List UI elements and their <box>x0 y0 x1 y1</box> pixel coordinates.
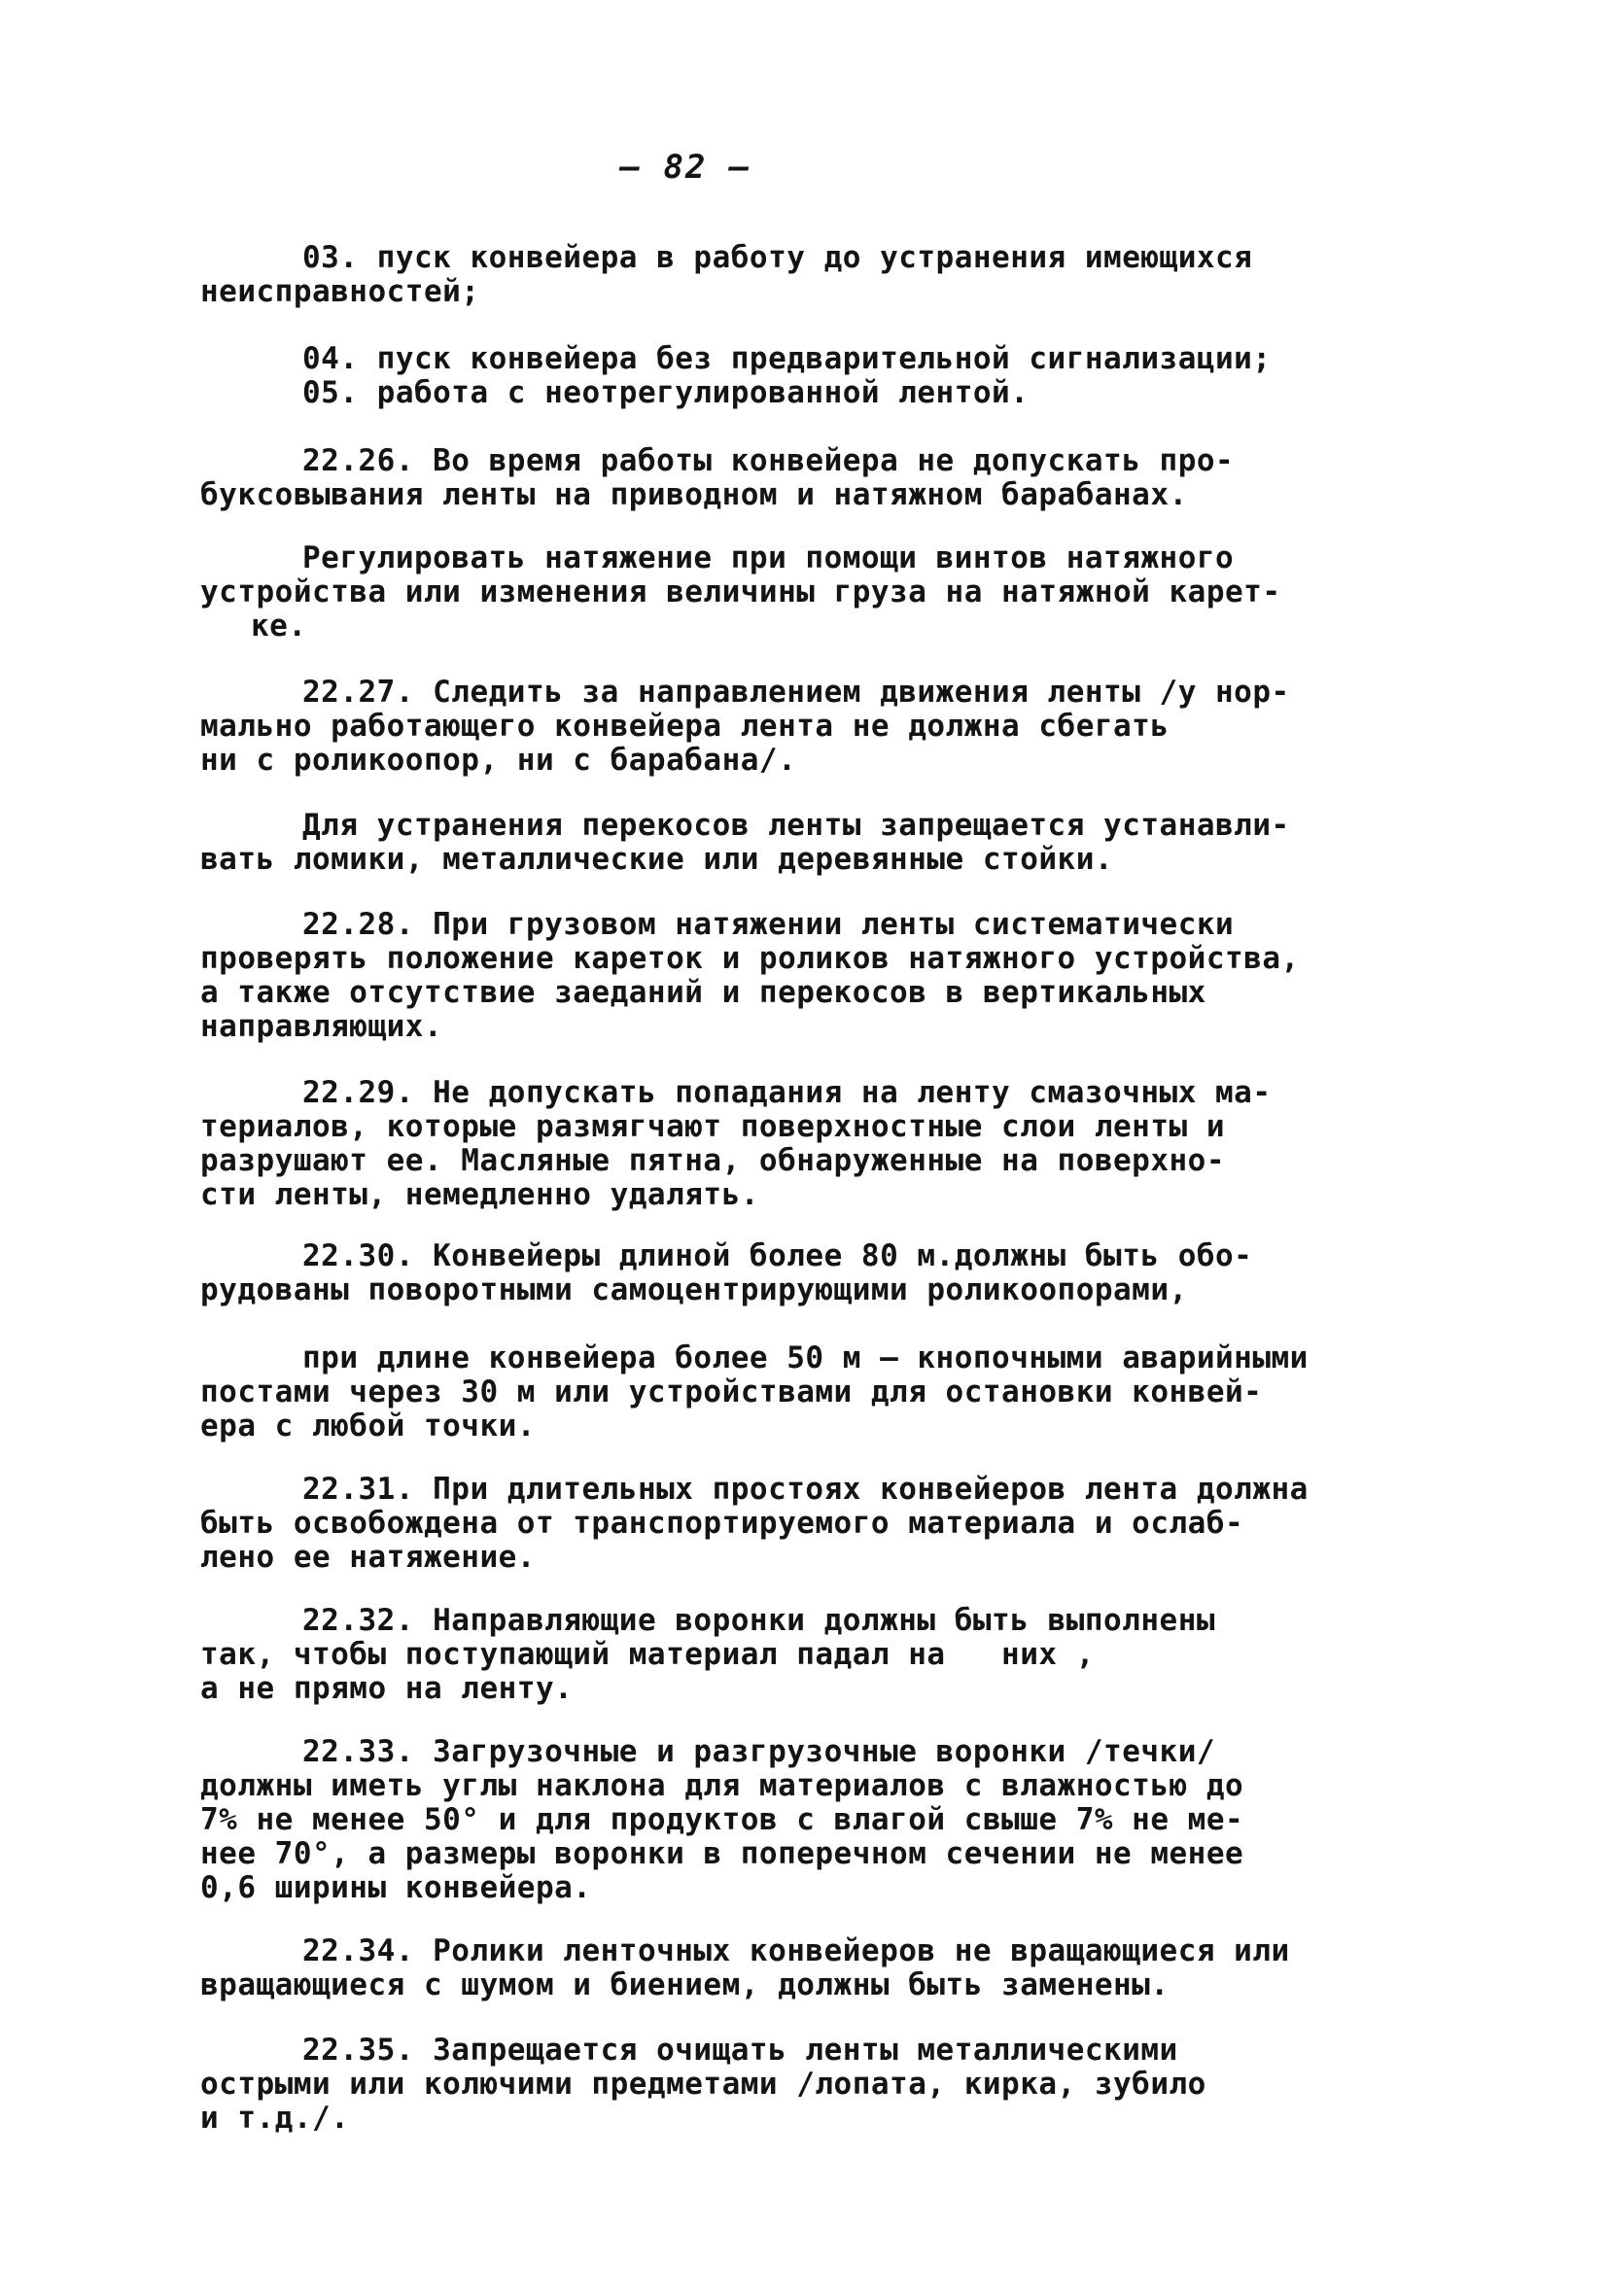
paragraph-line: направляющих. <box>200 1009 443 1044</box>
paragraph-22-31 <box>200 1473 1415 1575</box>
paragraph-line: при длине конвейера более 50 м – кнопочными аварийными <box>302 1340 1309 1375</box>
paragraph-item-03 <box>200 241 1415 309</box>
paragraph-line: ке. <box>251 609 307 644</box>
paragraph-22-26 <box>200 444 1415 512</box>
paragraph-line: проверять положение кареток и роликов натяжного устройства, <box>200 941 1300 976</box>
paragraph-line: 03. пуск конвейера в работу до устранения имеющихся <box>302 240 1253 275</box>
paragraph-line: нее 70°, а размеры воронки в поперечном сечении не менее <box>200 1836 1244 1871</box>
paragraph-line: 22.33. Загрузочные и разгрузочные воронки /течки/ <box>302 1734 1216 1769</box>
paragraph-line: 05. работа с неотрегулированной лентой. <box>302 375 1030 410</box>
paragraph-line: а также отсутствие заеданий и перекосов в вертикальных <box>200 975 1206 1010</box>
paragraph-22-27-skew <box>200 809 1415 877</box>
paragraph-line: и т.д./. <box>200 2101 350 2136</box>
paragraph-22-33 <box>200 1735 1415 1905</box>
paragraph-line: вращающиеся с шумом и биением, должны быть заменены. <box>200 1967 1170 2002</box>
paragraph-line: устройства или изменения величины груза на натяжной карет- <box>200 574 1281 609</box>
paragraph-22-35 <box>200 2034 1415 2136</box>
paragraph-line: Для устранения перекосов ленты запрещается устанавли- <box>302 808 1290 843</box>
paragraph-line: мально работающего конвейера лента не должна сбегать <box>200 709 1170 744</box>
paragraph-22-26-regulation <box>200 541 1415 644</box>
paragraph-line: 22.31. При длительных простоях конвейеров лента должна <box>302 1472 1309 1507</box>
paragraph-line: 7% не менее 50° и для продуктов с влагой свыше 7% не ме- <box>200 1802 1244 1837</box>
paragraph-22-30-length <box>200 1341 1415 1444</box>
paragraph-line: а не прямо на ленту. <box>200 1671 574 1706</box>
paragraph-line: ни с роликоопор, ни с барабана/. <box>200 743 797 778</box>
paragraph-line: сти ленты, немедленно удалять. <box>200 1177 759 1212</box>
paragraph-line: быть освобождена от транспортируемого материала и ослаб- <box>200 1506 1244 1541</box>
paragraph-line: 22.34. Ролики ленточных конвейеров не вращающиеся или <box>302 1933 1290 1968</box>
paragraph-line: 22.28. При грузовом натяжении ленты систематически <box>302 907 1235 942</box>
paragraph-items-04-05 <box>200 342 1415 410</box>
paragraph-22-27 <box>200 676 1415 778</box>
paragraph-line: ера с любой точки. <box>200 1409 536 1444</box>
paragraph-line: 22.27. Следить за направлением движения ленты /у нор- <box>302 675 1290 710</box>
paragraph-line: вать ломики, металлические или деревянные стойки. <box>200 842 1114 877</box>
paragraph-line: неисправностей; <box>200 274 480 309</box>
paragraph-22-28 <box>200 908 1415 1044</box>
paragraph-22-30 <box>200 1239 1415 1307</box>
paragraph-line: буксовывания ленты на приводном и натяжном барабанах. <box>200 477 1188 512</box>
paragraph-line: 22.32. Направляющие воронки должны быть выполнены <box>302 1603 1216 1638</box>
page-number: – 82 – <box>619 148 751 187</box>
paragraph-line: 22.29. Не допускать попадания на ленту смазочных ма- <box>302 1075 1272 1110</box>
paragraph-line: Регулировать натяжение при помощи винтов натяжного <box>302 540 1235 575</box>
paragraph-line: разрушают ее. Масляные пятна, обнаруженные на поверхно- <box>200 1143 1225 1178</box>
paragraph-22-34 <box>200 1934 1415 2002</box>
paragraph-line: рудованы поворотными самоцентрирующими роликоопорами, <box>200 1272 1188 1307</box>
paragraph-line: острыми или колючими предметами /лопата, кирка, зубило <box>200 2067 1206 2102</box>
paragraph-line: должны иметь углы наклона для материалов с влажностью до <box>200 1768 1244 1803</box>
paragraph-line: 04. пуск конвейера без предварительной сигнализации; <box>302 341 1272 376</box>
paragraph-line: териалов, которые размягчают поверхностные слои ленты и <box>200 1109 1225 1144</box>
paragraph-line: 22.26. Во время работы конвейера не допускать про- <box>302 443 1235 478</box>
paragraph-line: 22.35. Запрещается очищать ленты металлическими <box>302 2033 1178 2068</box>
paragraph-line: 0,6 ширины конвейера. <box>200 1870 592 1905</box>
paragraph-line: 22.30. Конвейеры длиной более 80 м.должны быть обо- <box>302 1238 1253 1273</box>
paragraph-line: постами через 30 м или устройствами для остановки конвей- <box>200 1374 1263 1409</box>
paragraph-line: лено ее натяжение. <box>200 1540 536 1575</box>
paragraph-line: так, чтобы поступающий материал падал на них , <box>200 1637 1095 1672</box>
paragraph-22-29 <box>200 1076 1415 1212</box>
paragraph-22-32 <box>200 1604 1415 1706</box>
